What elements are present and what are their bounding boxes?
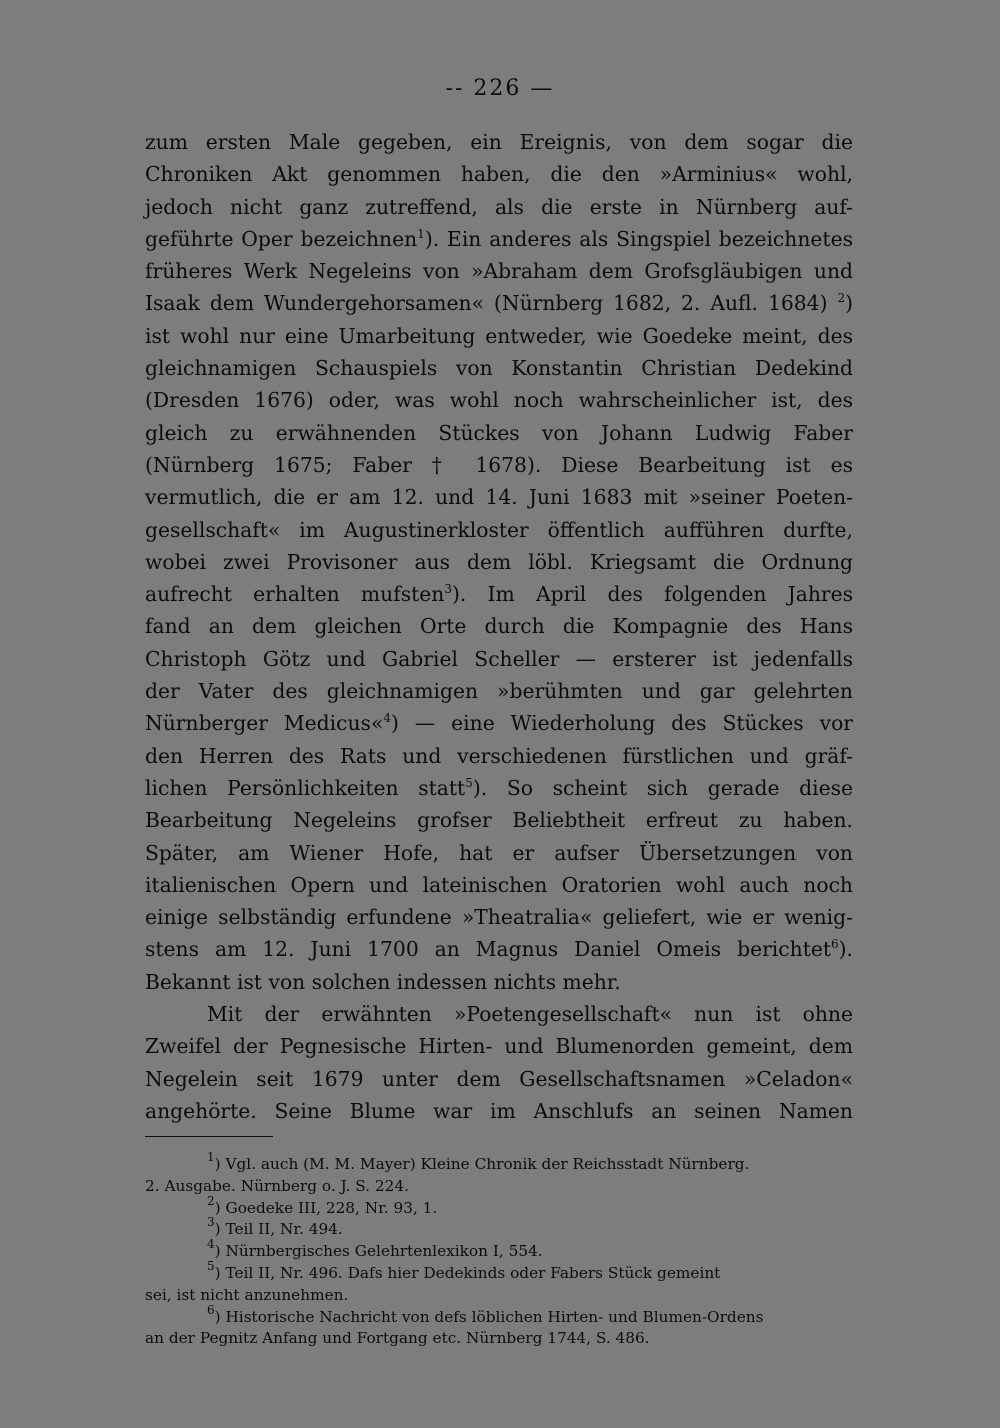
text-segment: stens am 12. Juni 1700 an Magnus Daniel Omeis berichtet: [145, 937, 831, 962]
text-line: früheres Werk Negeleins von »Abraham dem Grofsgläubigen und: [145, 259, 853, 284]
page-number: -- 226 —: [445, 76, 555, 101]
footnote-mark: 5: [207, 1258, 215, 1273]
text-line: Negelein seit 1679 unter dem Gesellschaftsnamen »Celadon«: [145, 1066, 853, 1091]
text-line: Chroniken Akt genommen haben, die den »Arminius« wohl,: [145, 162, 853, 187]
text-line: gleichnamigen Schauspiels von Konstantin Christian Dedekind: [145, 356, 853, 381]
text-line: [145, 578, 853, 610]
text-line: vermutlich, die er am 12. und 14. Juni 1683 mit »seiner Poeten-: [145, 485, 853, 510]
footnote-mark: 4: [207, 1237, 215, 1252]
footnote-text: ) Nürnbergisches Gelehrtenlexikon I, 554.: [214, 1242, 543, 1261]
text-line: Bearbeitung Negeleins grofser Beliebtheit erfreut zu haben.: [145, 808, 853, 833]
footnote: [145, 1237, 853, 1263]
footnote-text: ) Goedeke III, 228, Nr. 93, 1.: [214, 1198, 438, 1217]
text-line: fand an dem gleichen Orte durch die Kompagnie des Hans: [145, 614, 853, 639]
footnote-continuation: an der Pegnitz Anfang und Fortgang etc. Nürnberg 1744, S. 486.: [145, 1329, 650, 1348]
text-segment: Nürnberger Medicus«: [145, 711, 384, 736]
text-segment: Isaak dem Wundergehorsamen« (Nürnberg 1682, 2. Aufl. 1684): [145, 291, 828, 316]
footnote-ref: 2: [837, 291, 846, 306]
text-segment: ). Ein anderes als Singspiel bezeichnetes: [424, 226, 853, 251]
text-line: jedoch nicht ganz zutreffend, als die erste in Nürnberg auf-: [145, 194, 853, 219]
footnote: [145, 1215, 853, 1241]
text-segment: ) — eine Wiederholung des Stückes vor: [391, 711, 853, 736]
text-line: [145, 933, 853, 965]
footnote-continuation: sei, ist nicht anzunehmen.: [145, 1285, 349, 1304]
text-line: den Herren des Rats und verschiedenen fürstlichen und gräf-: [145, 743, 853, 768]
text-line: Später, am Wiener Hofe, hat er aufser Übersetzungen von: [145, 840, 853, 865]
footnote-ref: 4: [383, 711, 392, 726]
text-line: [145, 772, 853, 804]
footnote: [145, 1193, 853, 1220]
footnote-mark: 2: [207, 1193, 215, 1208]
footnote-ref: 5: [465, 775, 473, 790]
text-line: italienischen Opern und lateinischen Oratorien wohl auch noch: [145, 872, 853, 897]
footnote-ref: 6: [831, 937, 839, 952]
footnote: [145, 1302, 853, 1329]
footnote-divider: [145, 1136, 273, 1137]
text-line: (Dresden 1676) oder, was wohl noch wahrscheinlicher ist, des: [145, 388, 853, 413]
footnote-mark: 6: [207, 1302, 215, 1317]
text-line: [145, 707, 853, 739]
text-segment: lichen Persönlichkeiten statt: [145, 775, 466, 800]
text-line: Bekannt ist von solchen indessen nichts mehr.: [145, 969, 621, 994]
text-line: der Vater des gleichnamigen »berühmten und gar gelehrten: [145, 679, 853, 704]
text-line: wobei zwei Provisoner aus dem löbl. Kriegsamt die Ordnung: [145, 549, 853, 574]
footnote-ref: 1: [417, 226, 425, 241]
text-segment: geführte Oper bezeichnen: [145, 226, 418, 251]
footnote-continuation: 2. Ausgabe. Nürnberg o. J. S. 224.: [145, 1176, 409, 1195]
text-line: einige selbständig erfundene »Theatralia« geliefert, wie er wenig-: [145, 905, 853, 930]
text-line: Isaak dem Wundergehorsamen« (Nürnberg 1682, 2. Aufl. 1684) $^2$): [145, 291, 853, 316]
text-line: [145, 223, 853, 255]
text-segment: ). Im April des folgenden Jahres: [451, 582, 853, 607]
text-line: (Nürnberg 1675; Faber † 1678). Diese Bearbeitung ist es: [145, 452, 853, 477]
text-line: gesellschaft« im Augustinerkloster öffentlich aufführen durfte,: [145, 517, 853, 542]
text-segment: aufrecht erhalten mufsten: [145, 582, 445, 607]
footnote-text: ) Historische Nachricht von defs löblichen Hirten- und Blumen-Ordens: [214, 1307, 764, 1326]
footnote-text: ) Vgl. auch (M. M. Mayer) Kleine Chronik der Reichsstadt Nürnberg.: [214, 1155, 750, 1173]
body-text: [145, 126, 853, 1127]
footnote-text: ) Teil II, Nr. 494.: [214, 1220, 343, 1239]
footnote-mark: 1: [207, 1150, 215, 1164]
footnotes: [145, 1150, 853, 1350]
text-line: gleich zu erwähnenden Stückes von Johann Ludwig Faber: [145, 420, 853, 445]
text-line: ist wohl nur eine Umarbeitung entweder, wie Goedeke meint, des: [145, 323, 853, 348]
text-line: angehörte. Seine Blume war im Anschlufs an seinen Namen: [145, 1098, 853, 1123]
footnote-text: ) Teil II, Nr. 496. Dafs hier Dedekinds oder Fabers Stück gemeint: [214, 1263, 721, 1282]
text-line: Zweifel der Pegnesische Hirten- und Blumenorden gemeint, dem: [145, 1034, 853, 1059]
footnote: [145, 1150, 853, 1176]
footnote-ref: 3: [444, 582, 452, 597]
text-line: Christoph Götz und Gabriel Scheller — ersterer ist jedenfalls: [145, 646, 853, 671]
footnote: [145, 1258, 853, 1285]
text-segment: ).: [838, 937, 853, 962]
text-line: Mit der erwähnten »Poetengesellschaft« nun ist ohne: [207, 1002, 853, 1027]
text-line: zum ersten Male gegeben, ein Ereignis, von dem sogar die: [145, 130, 853, 154]
text-segment: ). So scheint sich gerade diese: [472, 775, 853, 800]
footnote-mark: 3: [207, 1215, 215, 1230]
